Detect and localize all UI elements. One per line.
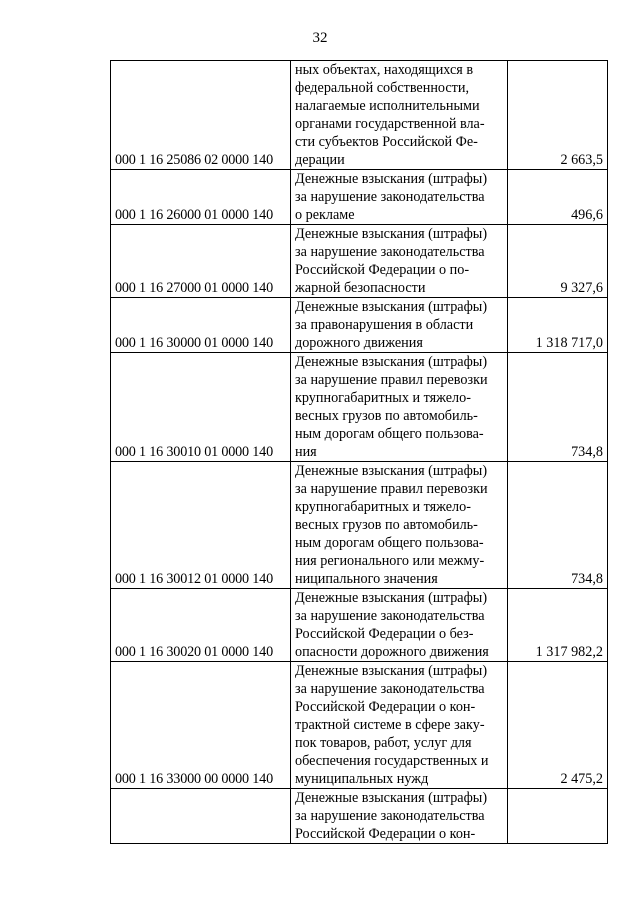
classification-code-cell [111,789,291,844]
revenue-name-line: крупногабаритных и тяжело- [295,499,471,515]
revenue-name-line: налагаемые исполнительными [295,98,480,114]
revenue-name-line: ния регионального или межму- [295,553,485,569]
table-row [111,170,608,225]
classification-code-cell: 000 1 16 30010 01 0000 140 [111,353,291,462]
revenue-name-line: органами государственной вла- [295,116,485,132]
revenue-name-cell [291,662,508,789]
revenue-name-line: ным дорогам общего пользова- [295,426,484,442]
amount-cell: 2 663,5 [508,61,608,170]
revenue-name-line: Денежные взыскания (штрафы) [295,171,488,187]
revenue-name-line: ных объектах, находящихся в [295,62,474,78]
budget-table [110,60,608,844]
revenue-name-line: жарной безопасности [295,280,426,296]
classification-code-cell: 000 1 16 30012 01 0000 140 [111,462,291,589]
table-row [111,225,608,298]
revenue-name-line: Денежные взыскания (штрафы) [295,790,488,806]
revenue-name-cell [291,298,508,353]
revenue-name-line: весных грузов по автомобиль- [295,408,478,424]
classification-code-cell: 000 1 16 26000 01 0000 140 [111,170,291,225]
revenue-name-cell [291,789,508,844]
revenue-name-cell [291,589,508,662]
amount-cell: 734,8 [508,462,608,589]
amount-cell: 496,6 [508,170,608,225]
table-row [111,353,608,462]
table-row [111,61,608,170]
table-row [111,298,608,353]
revenue-name-line: весных грузов по автомобиль- [295,517,478,533]
revenue-name-line: трактной системе в сфере заку- [295,717,485,733]
classification-code-cell: 000 1 16 27000 01 0000 140 [111,225,291,298]
revenue-name-cell [291,462,508,589]
table-body [111,61,608,844]
revenue-name-line: за правонарушения в области [295,317,474,333]
revenue-name-line: за нарушение правил перевозки [295,372,488,388]
revenue-name-line: муниципальных нужд [295,771,429,787]
revenue-name-line: Денежные взыскания (штрафы) [295,590,488,606]
revenue-name-line: Денежные взыскания (штрафы) [295,226,488,242]
revenue-name-line: Денежные взыскания (штрафы) [295,463,488,479]
revenue-name-line: федеральной собственности, [295,80,469,96]
classification-code-cell: 000 1 16 33000 00 0000 140 [111,662,291,789]
revenue-name-line: за нарушение законодательства [295,244,485,260]
revenue-name-cell [291,353,508,462]
revenue-name-line: ния [295,444,317,460]
revenue-name-line: крупногабаритных и тяжело- [295,390,471,406]
revenue-name-line: обеспечения государственных и [295,753,489,769]
revenue-name-line: сти субъектов Российской Фе- [295,134,478,150]
revenue-name-line: ным дорогам общего пользова- [295,535,484,551]
amount-cell: 1 318 717,0 [508,298,608,353]
revenue-name-line: Денежные взыскания (штрафы) [295,663,488,679]
page-number: 32 [312,30,328,46]
table-row [111,462,608,589]
revenue-name-line: о рекламе [295,207,355,223]
revenue-name-line: дерации [295,152,345,168]
table-row [111,589,608,662]
amount-cell: 2 475,2 [508,662,608,789]
revenue-name-line: ниципального значения [295,571,438,587]
revenue-name-cell [291,170,508,225]
revenue-name-line: за нарушение законодательства [295,808,485,824]
amount-cell: 9 327,6 [508,225,608,298]
revenue-name-line: дорожного движения [295,335,423,351]
revenue-name-line: Российской Федерации о кон- [295,826,476,842]
amount-cell: 734,8 [508,353,608,462]
revenue-name-line: Денежные взыскания (штрафы) [295,354,488,370]
table-row [111,789,608,844]
revenue-name-line: за нарушение законодательства [295,608,485,624]
revenue-name-line: Российской Федерации о без- [295,626,474,642]
classification-code-cell: 000 1 16 30020 01 0000 140 [111,589,291,662]
revenue-name-line: пок товаров, работ, услуг для [295,735,472,751]
revenue-name-line: Российской Федерации о кон- [295,699,476,715]
amount-cell [508,789,608,844]
amount-cell: 1 317 982,2 [508,589,608,662]
revenue-name-line: опасности дорожного движения [295,644,489,660]
table-row [111,662,608,789]
revenue-name-line: за нарушение законодательства [295,681,485,697]
revenue-name-line: за нарушение правил перевозки [295,481,488,497]
revenue-name-line: за нарушение законодательства [295,189,485,205]
revenue-name-line: Денежные взыскания (штрафы) [295,299,488,315]
revenue-name-cell [291,225,508,298]
classification-code-cell: 000 1 16 25086 02 0000 140 [111,61,291,170]
classification-code-cell: 000 1 16 30000 01 0000 140 [111,298,291,353]
revenue-name-line: Российской Федерации о по- [295,262,470,278]
revenue-name-cell [291,61,508,170]
